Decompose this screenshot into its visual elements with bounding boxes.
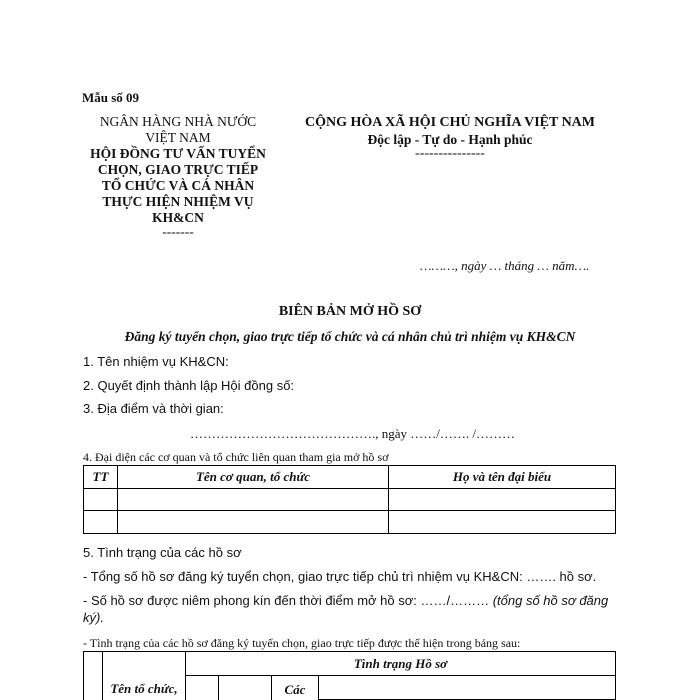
- motto: Độc lập - Tự do - Hạnh phúc: [367, 132, 533, 147]
- council-line-3: TỔ CHỨC VÀ CÁ NHÂN: [101, 178, 255, 193]
- item-council-decision: 2. Quyết định thành lập Hội đồng số:: [83, 378, 295, 393]
- document-title: BIÊN BẢN MỞ HỒ SƠ: [278, 304, 422, 319]
- col-header-delegate-name: Họ và tên đại biểu: [389, 466, 616, 489]
- council-line-5: KH&CN: [152, 210, 204, 225]
- item-dossier-status: 5. Tình trạng của các hồ sơ: [83, 545, 242, 560]
- place-time-fill-line: ……………………………………., ngày ……/……. /………: [190, 426, 515, 441]
- table-cell[interactable]: [118, 511, 389, 534]
- table-cell: [319, 676, 616, 700]
- bullet-status-table-intro: - Tình trạng của các hồ sơ đăng ký tuyển chọn, giao trực tiếp được thể hiện trong bảng sau:: [83, 636, 521, 650]
- col-header-org-name: Tên tổ chức,: [103, 652, 186, 700]
- col-header-partial: Các: [272, 676, 319, 700]
- org-name-line2: VIỆT NAM: [145, 130, 211, 145]
- bullet-sealed-note-cont: ký).: [83, 610, 104, 625]
- right-header-divider: ---------------: [415, 146, 485, 161]
- table-cell[interactable]: [389, 511, 616, 534]
- status-table-wrapper: [83, 651, 618, 700]
- table-row: [84, 652, 616, 676]
- form-code: Mẫu số 09: [82, 90, 140, 105]
- council-line-2: CHỌN, GIAO TRỰC TIẾP: [97, 162, 259, 177]
- item-representatives: 4. Đại diện các cơ quan và tổ chức liên quan tham gia mở hồ sơ: [83, 450, 389, 464]
- table-cell[interactable]: [118, 489, 389, 511]
- representatives-table: [83, 465, 616, 534]
- document-subtitle: Đăng ký tuyển chọn, giao trực tiếp tổ chức và cá nhân chủ trì nhiệm vụ KH&CN: [124, 329, 576, 344]
- right-header: [285, 114, 615, 160]
- status-table: [83, 651, 616, 700]
- col-header-tt: TT: [84, 466, 118, 489]
- date-line: ………, ngày … tháng … năm….: [420, 258, 590, 273]
- bullet-total-dossiers: - Tổng số hồ sơ đăng ký tuyển chọn, giao trực tiếp chủ trì nhiệm vụ KH&CN: ……. hồ sơ.: [83, 569, 597, 584]
- council-line-4: THỰC HIỆN NHIỆM VỤ: [102, 194, 254, 209]
- table-cell: [186, 676, 219, 700]
- table-cell[interactable]: [389, 489, 616, 511]
- council-line-1: HỘI ĐỒNG TƯ VẤN TUYỂN: [90, 146, 266, 161]
- item-task-name: 1. Tên nhiệm vụ KH&CN:: [83, 354, 229, 369]
- col-header-dossier-status: Tình trạng Hồ sơ: [186, 652, 616, 676]
- table-cell[interactable]: [84, 489, 118, 511]
- col-header-organization: Tên cơ quan, tổ chức: [118, 466, 389, 489]
- table-row: [84, 489, 616, 511]
- table-row: [84, 511, 616, 534]
- table-cell[interactable]: [84, 511, 118, 534]
- table-cell: [84, 652, 103, 700]
- bullet-sealed-text: - Số hồ sơ được niêm phong kín đến thời điểm mở hồ sơ: ……/………: [83, 593, 493, 608]
- left-header: [78, 114, 278, 238]
- bullet-sealed-note: (tổng số hồ sơ đăng: [492, 593, 609, 608]
- country-name: CỘNG HÒA XÃ HỘI CHỦ NGHĨA VIỆT NAM: [304, 115, 595, 130]
- left-header-divider: -------: [162, 224, 194, 239]
- bullet-sealed-dossiers: [83, 592, 623, 626]
- item-place-time: 3. Địa điểm và thời gian:: [83, 401, 224, 416]
- table-cell: [219, 676, 272, 700]
- table-header-row: [84, 466, 616, 489]
- org-name-line1: NGÂN HÀNG NHÀ NƯỚC: [99, 114, 257, 129]
